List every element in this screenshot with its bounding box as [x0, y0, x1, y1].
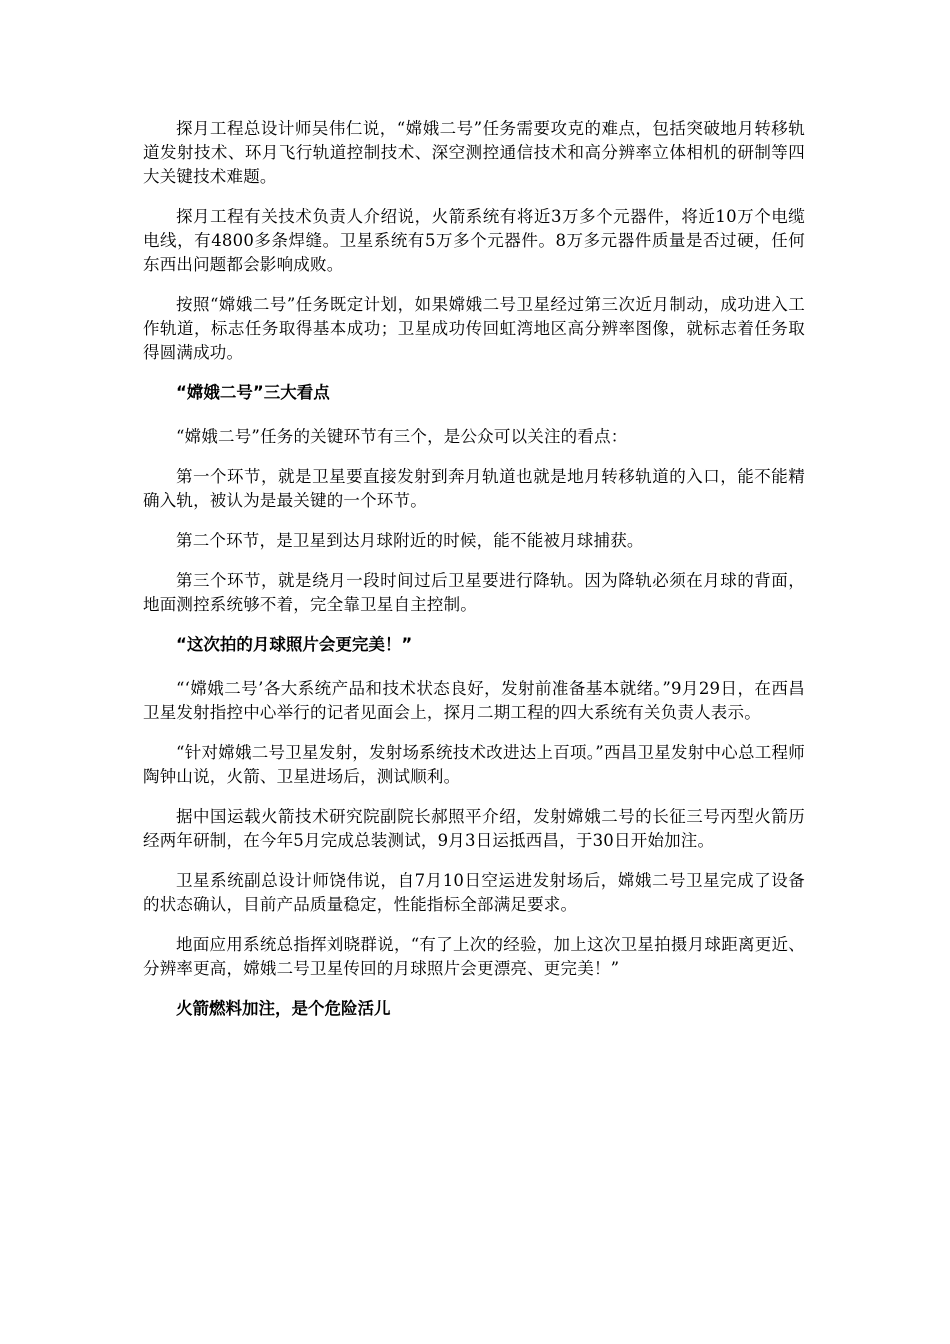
paragraph-components: 探月工程有关技术负责人介绍说，火箭系统有将近3万多个元器件，将近10万个电缆电线，有4800多条焊缝。卫星系统有5万多个元器件。8万多元器件质量是否过硬，任何东西出问题都会影响成败。: [143, 207, 805, 274]
paragraph-key-links: “嫦娥二号”任务的关键环节有三个，是公众可以关注的看点：: [176, 427, 628, 446]
paragraph-satellite: 卫星系统副总设计师饶伟说，自7月10日空运进发射场后，嫦娥二号卫星完成了设备的状态确认，目前产品质量稳定，性能指标全部满足要求。: [143, 871, 805, 914]
section-heading-highlights: “嫦娥二号”三大看点: [176, 383, 330, 402]
paragraph-press-meeting: “‘嫦娥二号’各大系统产品和技术状态良好，发射前准备基本就绪。”9月29日，在西昌卫星发射指控中心举行的记者见面会上，探月二期工程的四大系统有关负责人表示。: [143, 679, 805, 722]
paragraph-rocket: 据中国运载火箭技术研究院副院长郝照平介绍，发射嫦娥二号的长征三号丙型火箭历经两年研制，在今年5月完成总装测试，9月3日运抵西昌，于30日开始加注。: [143, 807, 805, 850]
paragraph-third-link: 第三个环节，就是绕月一段时间过后卫星要进行降轨。因为降轨必须在月球的背面，地面测控系统够不着，完全靠卫星自主控制。: [143, 571, 805, 614]
paragraph-chief-designer: 探月工程总设计师吴伟仁说，“嫦娥二号”任务需要攻克的难点，包括突破地月转移轨道发射技术、环月飞行轨道控制技术、深空测控通信技术和高分辨率立体相机的研制等四大关键技术难题。: [143, 119, 805, 186]
paragraph-first-link: 第一个环节，就是卫星要直接发射到奔月轨道也就是地月转移轨道的入口，能不能精确入轨，被认为是最关键的一个环节。: [143, 467, 805, 510]
section-heading-photos: “这次拍的月球照片会更完美！”: [176, 635, 413, 654]
paragraph-mission-plan: 按照“嫦娥二号”任务既定计划，如果嫦娥二号卫星经过第三次近月制动，成功进入工作轨道，标志任务取得基本成功；卫星成功传回虹湾地区高分辨率图像，就标志着任务取得圆满成功。: [143, 295, 805, 362]
paragraph-launch-site: “针对嫦娥二号卫星发射，发射场系统技术改进达上百项。”西昌卫星发射中心总工程师陶钟山说，火箭、卫星进场后，测试顺利。: [143, 743, 805, 786]
paragraph-ground-system: 地面应用系统总指挥刘晓群说，“有了上次的经验，加上这次卫星拍摄月球距离更近、分辨率更高，嫦娥二号卫星传回的月球照片会更漂亮、更完美！”: [143, 935, 805, 978]
document-page: [143, 117, 805, 1041]
section-heading-fueling: 火箭燃料加注，是个危险活儿: [176, 999, 391, 1018]
paragraph-second-link: 第二个环节，是卫星到达月球附近的时候，能不能被月球捕获。: [176, 531, 644, 550]
